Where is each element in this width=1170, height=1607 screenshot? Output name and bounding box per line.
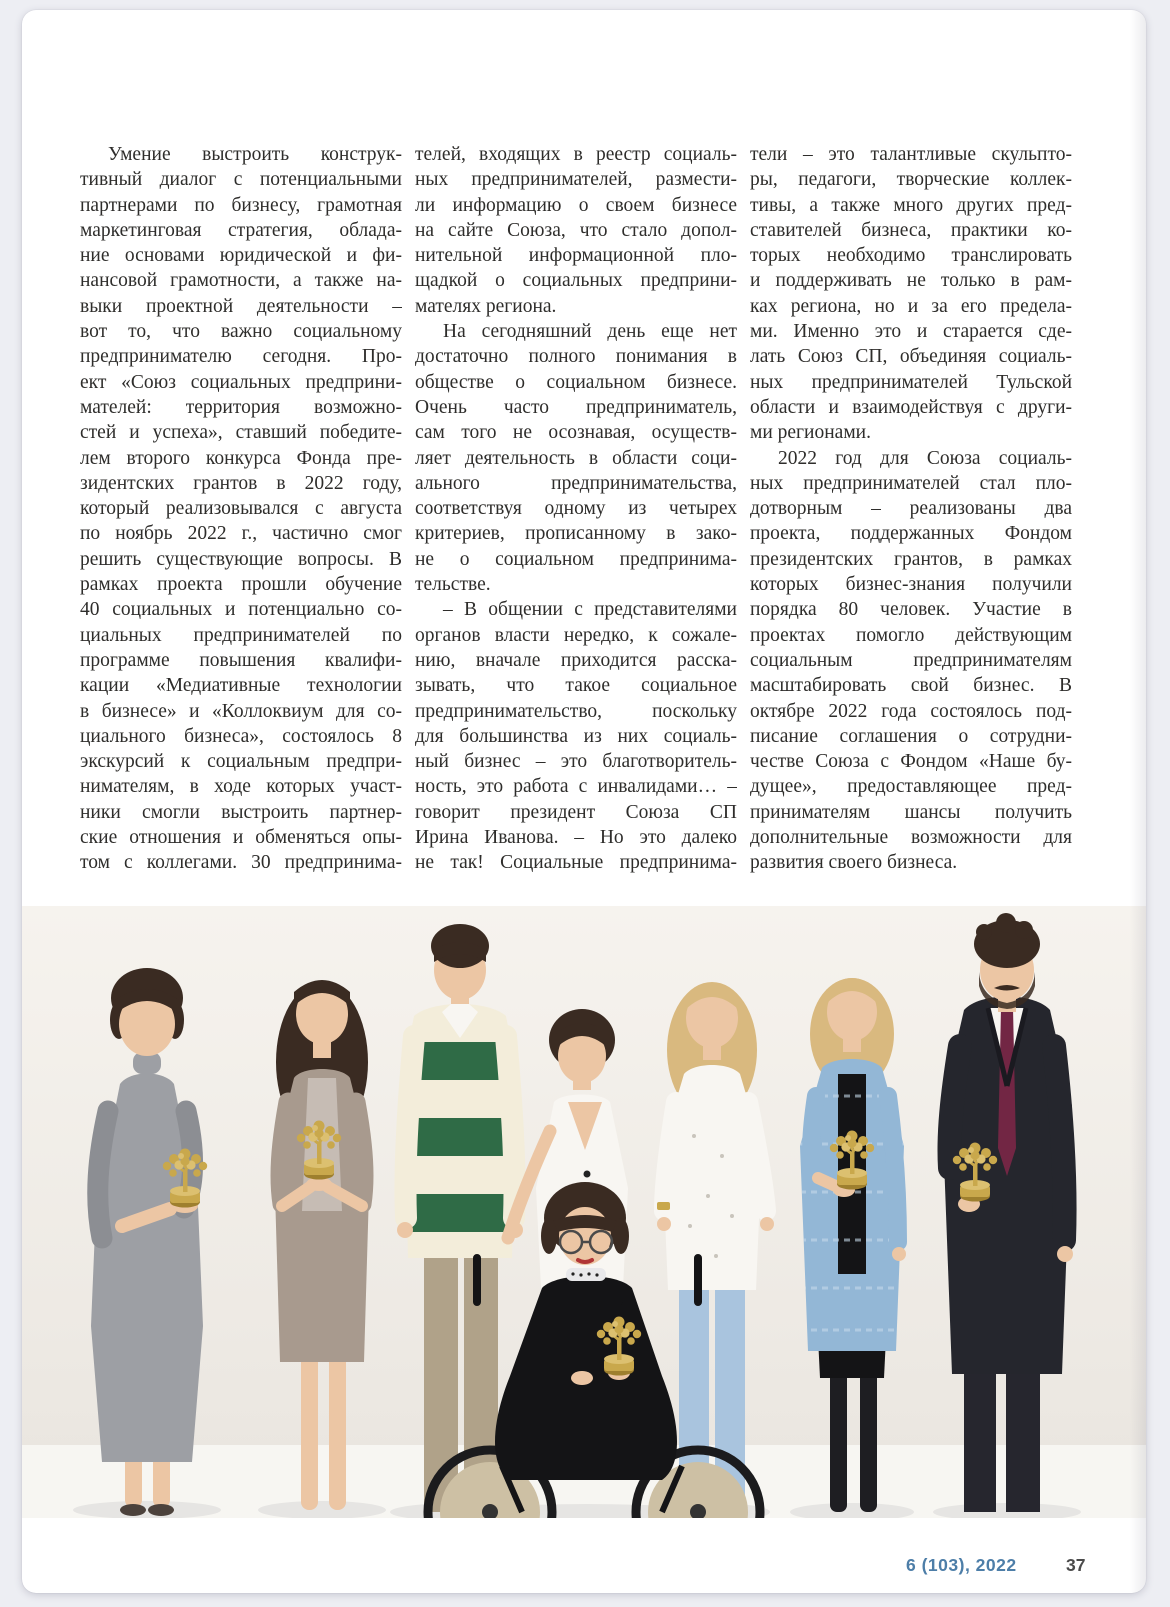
text-line: октябре 2022 года состоялось под-: [750, 700, 1072, 722]
text-line: нительной информационной пло-: [415, 245, 737, 267]
article-column-1: [80, 142, 402, 876]
text-line: тивы, а также много других пред-: [750, 194, 1072, 216]
text-line: тели – это талантливые скульпто-: [750, 144, 1072, 165]
text-line: проектах помогло действующим: [750, 624, 1072, 646]
text-line: партнерами по бизнесу, грамотная: [80, 194, 402, 216]
text-line: порядка 80 человек. Участие в: [750, 599, 1072, 621]
article-column-3: [750, 142, 1072, 876]
text-line: экскурсий к социальным предпри-: [80, 751, 402, 773]
text-line: ники смогли выстроить партнер-: [80, 801, 402, 823]
text-line: проекта, поддержанных Фондом: [750, 523, 1072, 545]
text-line: говорит президент Союза СП: [415, 801, 737, 823]
text-line: лать Союз СП, объединяя социаль-: [750, 346, 1072, 368]
text-line: в бизнесе» и «Коллоквиум для со-: [80, 700, 402, 722]
text-line: мателях региона.: [415, 295, 557, 317]
text-line: по ноябрь 2022 г., частично смог: [80, 523, 402, 545]
text-line: нансовой грамотности, а также на-: [80, 270, 402, 292]
text-line: ных предпринимателей Тульской: [750, 371, 1072, 393]
text-line: дотворным – реализованы два: [750, 498, 1072, 520]
text-line: развития своего бизнеса.: [750, 852, 958, 874]
text-line: которых бизнес-знания получили: [750, 574, 1072, 596]
text-line: ных предпринимателей, размести-: [415, 169, 737, 191]
text-line: не о социальном предпринима-: [415, 548, 737, 570]
text-line: области и взаимодействуя с други-: [750, 396, 1072, 418]
text-line: ставителей бизнеса, практики ко-: [750, 219, 1072, 241]
text-line: маркетинговая стратегия, облада-: [80, 219, 402, 241]
magazine-page: [22, 10, 1146, 1593]
text-line: который реализовывался с августа: [80, 498, 402, 520]
text-line: торых необходимо транслировать: [750, 245, 1072, 267]
text-line: на сайте Союза, что стало допол-: [415, 219, 737, 241]
text-line: программе повышения квалифи-: [80, 649, 402, 671]
text-line: телей, входящих в реестр социаль-: [415, 144, 737, 165]
article-text: [80, 142, 1072, 876]
text-line: достаточно полного понимания в: [415, 346, 737, 368]
text-line: ры, педагоги, творческие коллек-: [750, 169, 1072, 191]
text-line: соответствуя одному из четырех: [415, 498, 737, 520]
group-photo-illustration: [22, 906, 1146, 1518]
text-line: вот то, что важно социальному: [80, 321, 402, 343]
text-line: лем второго конкурса Фонда пре-: [80, 447, 402, 469]
text-line: честве Союза с Фондом «Наше бу-: [750, 751, 1072, 773]
text-line: кации «Медиативные технологии: [80, 675, 402, 697]
text-line: ального предпринимательства,: [415, 472, 737, 494]
text-line: социальным предпринимателям: [750, 649, 1072, 671]
text-line: ли информацию о своем бизнесе: [415, 194, 737, 216]
article-column-2: [415, 142, 737, 876]
text-line: предпринимателю сегодня. Про-: [80, 346, 402, 368]
text-line: Ирина Иванова. – Но это далеко: [415, 827, 737, 849]
text-line: тельстве.: [415, 574, 491, 596]
text-line: и поддерживать не только в рам-: [750, 270, 1072, 292]
text-line: решить существующие вопросы. В: [80, 548, 402, 570]
text-line: – В общении с представителями: [443, 599, 737, 621]
text-line: обществе о социальном бизнесе.: [415, 371, 737, 393]
text-line: сам того не осознавая, осуществ-: [415, 422, 737, 444]
text-line: ность, это работа с инвалидами… –: [415, 776, 737, 798]
text-line: циальных предпринимателей по: [80, 624, 402, 646]
text-line: принимателям шансы получить: [750, 801, 1072, 823]
text-line: тивный диалог с потенциальными: [80, 169, 402, 191]
text-line: выки проектной деятельности –: [80, 295, 402, 317]
text-line: критериев, прописанному в зако-: [415, 523, 737, 545]
text-line: ми. Именно это и старается сде-: [750, 321, 1072, 343]
text-line: зидентских грантов в 2022 году,: [80, 472, 402, 494]
text-line: не так! Социальные предпринима-: [415, 852, 737, 874]
text-line: дущее», предоставляющее пред-: [750, 776, 1072, 798]
page-number: 37: [1066, 1555, 1086, 1575]
text-line: том с коллегами. 30 предпринима-: [80, 852, 402, 874]
text-line: ных предпринимателей стал пло-: [750, 472, 1072, 494]
page-footer: [22, 1555, 1146, 1579]
text-line: рамках проекта прошли обучение: [80, 574, 402, 596]
text-line: 2022 год для Союза социаль-: [778, 447, 1072, 469]
text-line: На сегодняшний день еще нет: [443, 321, 737, 343]
text-line: циального бизнеса», состоялось 8: [80, 725, 402, 747]
text-line: масштабировать свой бизнес. В: [750, 675, 1072, 697]
text-line: президентских грантов, в рамках: [750, 548, 1072, 570]
issue-label: 6 (103), 2022: [906, 1555, 1017, 1575]
group-photo: [22, 906, 1146, 1518]
text-line: ках региона, но и за его предела-: [750, 295, 1072, 317]
text-line: нимателям, в ходе которых участ-: [80, 776, 402, 798]
text-line: ляет деятельность в области соци-: [415, 447, 737, 469]
text-line: для большинства из них социаль-: [415, 725, 737, 747]
text-line: мателей: территория возможно-: [80, 396, 402, 418]
text-line: щадкой о социальных предприни-: [415, 270, 737, 292]
text-line: органов власти нередко, к сожале-: [415, 624, 737, 646]
text-line: нию, вначале приходится расска-: [415, 649, 737, 671]
text-line: 40 социальных и потенциально со-: [80, 599, 402, 621]
text-line: Очень часто предприниматель,: [415, 396, 737, 418]
text-line: писание соглашения о сотрудни-: [750, 725, 1072, 747]
text-line: ские отношения и обменяться опы-: [80, 827, 402, 849]
text-line: ный бизнес – это благотворитель-: [415, 751, 737, 773]
text-line: стей и успеха», ставший победите-: [80, 422, 402, 444]
text-line: зывать, что такое социальное: [415, 675, 737, 697]
text-line: Умение выстроить конструк-: [108, 144, 402, 165]
text-line: ми регионами.: [750, 422, 871, 444]
text-line: ект «Союз социальных предприни-: [80, 371, 402, 393]
text-line: дополнительные возможности для: [750, 827, 1072, 849]
text-line: предпринимательство, поскольку: [415, 700, 737, 722]
text-line: ние основами юридической и фи-: [80, 245, 402, 267]
